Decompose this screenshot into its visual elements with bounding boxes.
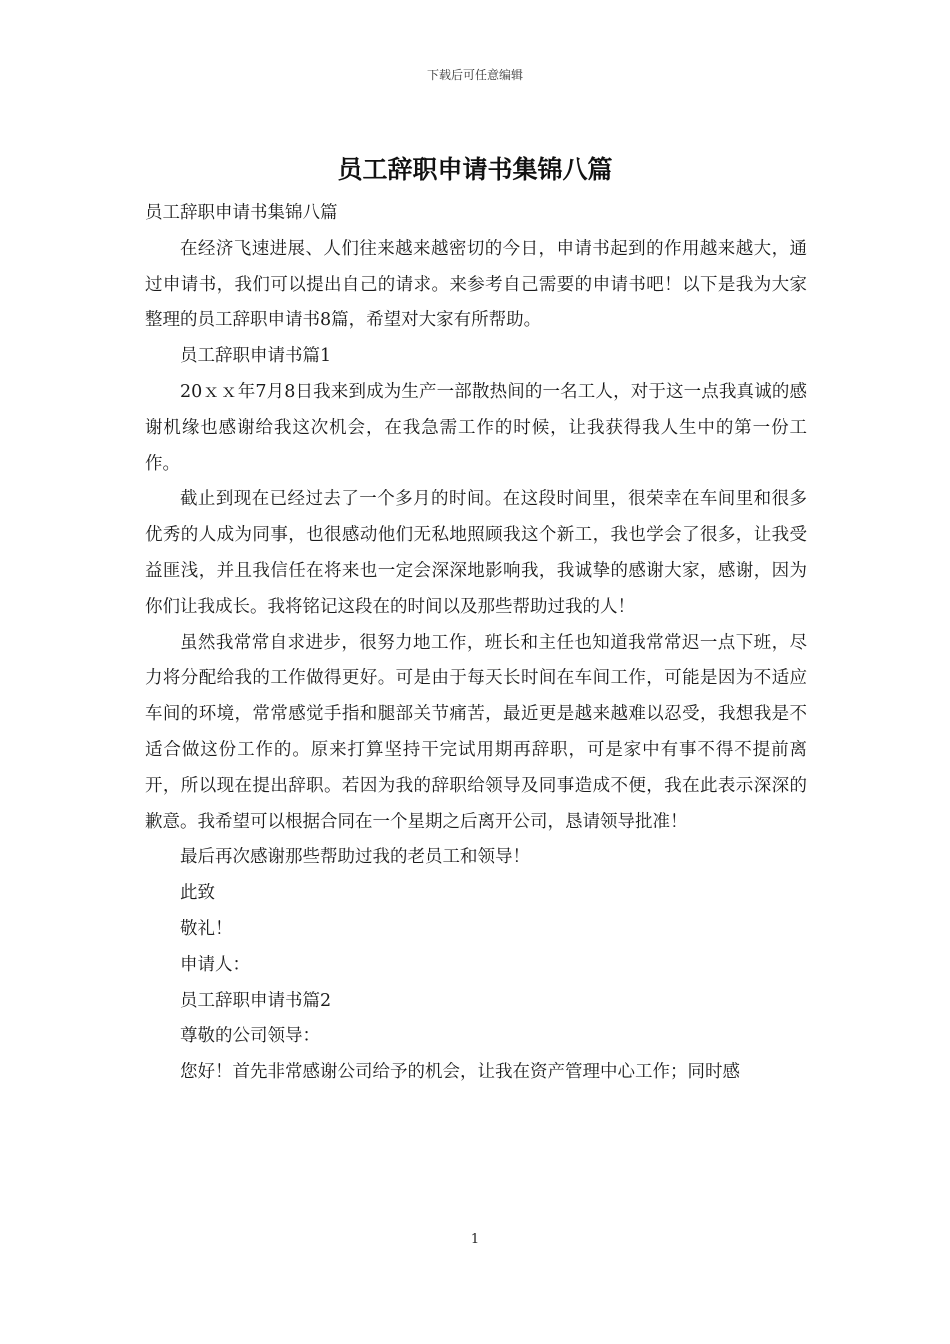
- paragraph-intro: 在经济飞速进展、人们往来越来越密切的今日，申请书起到的作用越来越大，通过申请书，我们可以提出自己的请求。来参考自己需要的申请书吧！以下是我为大家整理的员工辞职申请书8篇，希望对大家有所帮助。: [145, 238, 807, 331]
- paragraph-thanks: 最后再次感谢那些帮助过我的老员工和领导！: [180, 847, 530, 868]
- greeting: 尊敬的公司领导：: [180, 1026, 320, 1047]
- paragraph: 您好！首先非常感谢公司给予的机会，让我在资产管理中心工作；同时感: [180, 1062, 740, 1083]
- document-body: [145, 196, 807, 1091]
- paragraph: 20ｘｘ年7月8日我来到成为生产一部散热间的一名工人，对于这一点我真诚的感谢机缘也感谢给我这次机会，在我急需工作的时候，让我获得我人生中的第一份工作。: [145, 381, 807, 474]
- header-note: 下载后可任意编辑: [426, 68, 523, 82]
- closing-regards: 敬礼！: [180, 918, 233, 939]
- paragraph: 虽然我常常自求进步，很努力地工作，班长和主任也知道我常常迟一点下班，尽力将分配给我的工作做得更好。可是由于每天长时间在车间工作，可能是因为不适应车间的环境，常常感觉手指和腿部关节痛苦，最近更是越来越难以忍受，我想我是不适合做这份工作的。原来打算坚持干完试用期再辞职，可是家中有事不得不提前离开，所以现在提出辞职。若因为我的辞职给领导及同事造成不便，我在此表示深深的歉意。我希望可以根据合同在一个星期之后离开公司，恳请领导批准！: [145, 632, 807, 832]
- page-number: 1: [470, 1232, 480, 1247]
- paragraph: 截止到现在已经过去了一个多月的时间。在这段时间里，很荣幸在车间里和很多优秀的人成为同事，也很感动他们无私地照顾我这个新工，我也学会了很多，让我受益匪浅，并且我信任在将来也一定会深深地影响我，我诚挚的感谢大家，感谢，因为你们让我成长。我将铭记这段在的时间以及那些帮助过我的人！: [145, 489, 807, 617]
- section-heading-1: 员工辞职申请书篇1: [180, 346, 332, 367]
- paragraph-subtitle: 员工辞职申请书集锦八篇: [145, 203, 338, 223]
- closing-salutation: 此致: [180, 883, 215, 904]
- document-title: 员工辞职申请书集锦八篇: [337, 155, 613, 184]
- section-heading-2: 员工辞职申请书篇2: [180, 990, 332, 1011]
- applicant-line: 申请人：: [180, 954, 250, 975]
